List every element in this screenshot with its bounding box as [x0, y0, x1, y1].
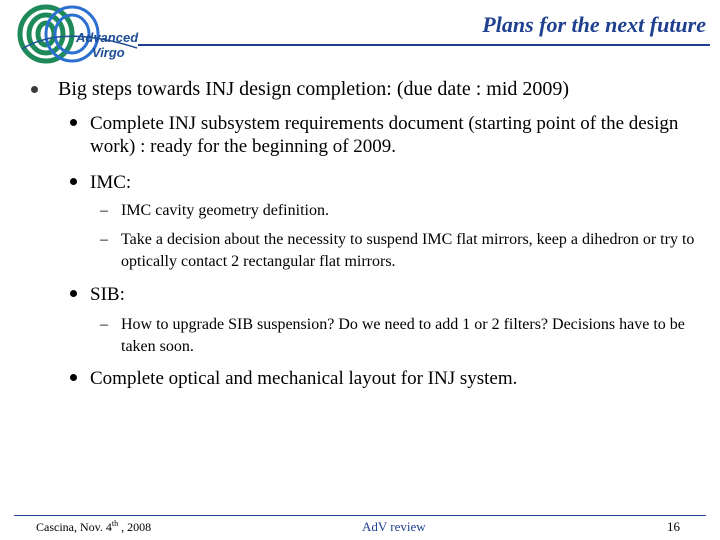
footer-event: AdV review — [362, 519, 426, 534]
bullet-dot-icon — [70, 374, 77, 381]
sub-list-item-text: Take a decision about the necessity to suspend IMC flat mirrors, keep a dihedron or try to optically contact 2 rectangular flat mirrors. — [121, 231, 695, 270]
slide-title: Plans for the next future — [482, 12, 706, 37]
footer-date-suffix: , 2008 — [121, 520, 152, 534]
list-item-text: IMC: — [90, 172, 132, 193]
logo-line-advanced: Advanced — [76, 30, 139, 45]
main-bullet-text: Big steps towards INJ design completion: (due date : mid 2009) — [58, 78, 570, 100]
sub-list-item — [100, 314, 700, 358]
bullet-dot-icon — [70, 290, 77, 297]
bullet-dot-icon — [70, 119, 77, 126]
dash-bullet-icon: – — [100, 231, 108, 248]
list-item — [70, 367, 690, 390]
list-item-text: SIB: — [90, 284, 125, 305]
bullet-dot-icon — [31, 86, 38, 93]
main-bullet — [22, 76, 702, 102]
bullet-dot-icon — [70, 178, 77, 185]
advanced-virgo-logo — [12, 4, 142, 66]
list-item — [70, 171, 690, 194]
list-item-text: Complete optical and mechanical layout for INJ system. — [90, 368, 518, 389]
dash-bullet-icon: – — [100, 316, 108, 333]
list-item — [70, 112, 690, 158]
footer-date — [36, 519, 151, 535]
sub-list-item-text: How to upgrade SIB suspension? Do we need to add 1 or 2 filters? Decisions have to be taken soon. — [121, 316, 685, 355]
sub-list-item-text: IMC cavity geometry definition. — [121, 202, 329, 219]
logo-line-virgo: Virgo — [92, 45, 125, 60]
footer-date-superscript: th — [111, 519, 119, 528]
title-divider — [138, 44, 710, 46]
page-number: 16 — [667, 519, 680, 534]
list-item — [70, 283, 690, 306]
sub-list-item — [100, 229, 700, 273]
footer-divider — [14, 515, 706, 516]
list-item-text: Complete INJ subsystem requirements document (starting point of the design work) : ready for the beginning of 2009. — [90, 113, 679, 157]
sub-list-item — [100, 200, 700, 222]
dash-bullet-icon: – — [100, 202, 108, 219]
footer-date-text: Cascina, Nov. 4 — [36, 520, 112, 534]
